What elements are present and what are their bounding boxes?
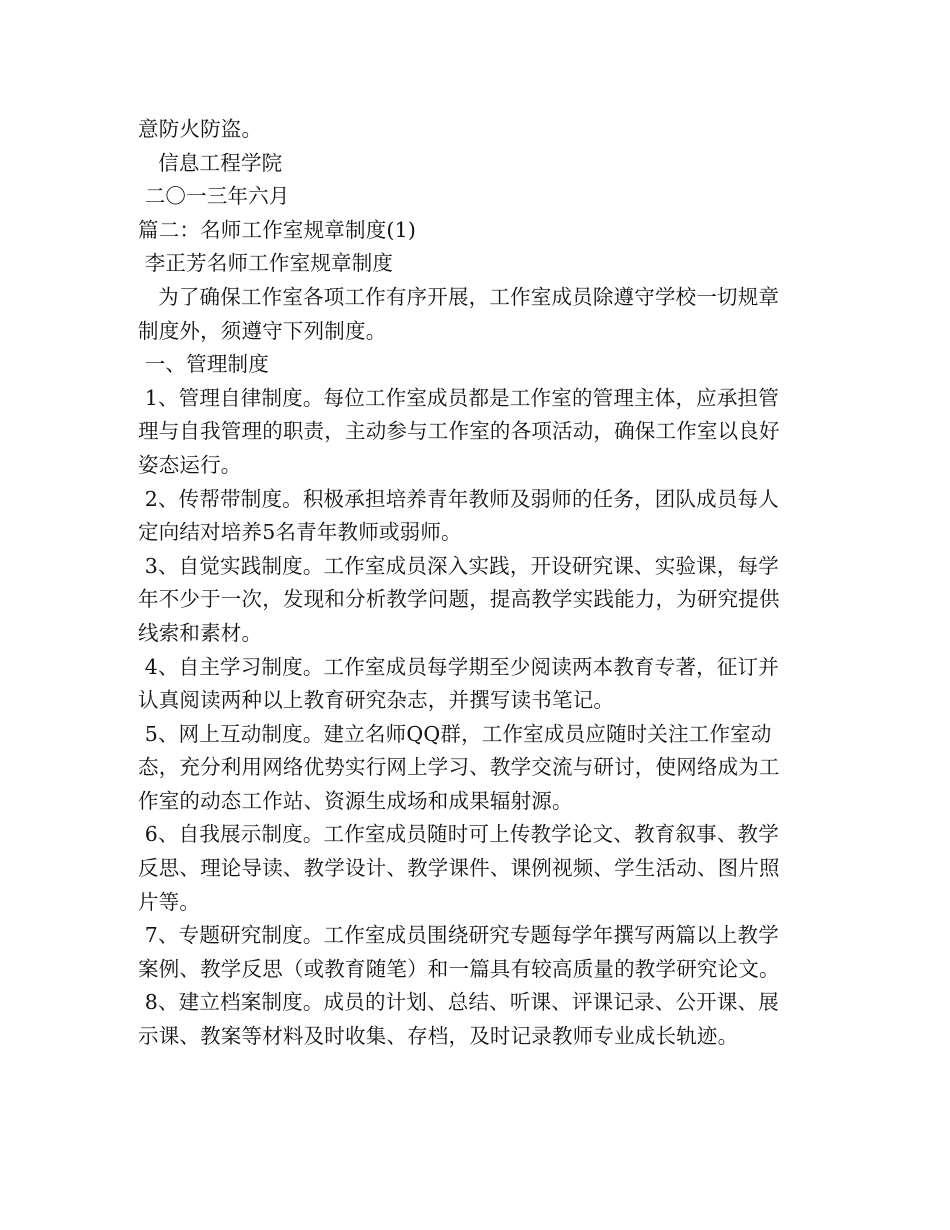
text-line: 制度外，须遵守下列制度。 — [138, 318, 387, 343]
text-line: 8、建立档案制度。成员的计划、总结、听课、评课记录、公开课、展 — [138, 990, 779, 1015]
text-line: 4、自主学习制度。工作室成员每学期至少阅读两本教育专著，征订并 — [138, 654, 779, 679]
text-line: 7、专题研究制度。工作室成员围绕研究专题每学年撰写两篇以上教学 — [138, 923, 779, 948]
document-title: 李正芳名师工作室规章制度 — [138, 251, 394, 276]
text-line: 姿态运行。 — [138, 452, 242, 477]
text-line: 态，充分利用网络优势实行网上学习、教学交流与研讨，使网络成为工 — [138, 755, 780, 780]
signature-organization: 信息工程学院 — [138, 150, 283, 175]
text-line: 年不少于一次，发现和分析教学问题，提高教学实践能力，为研究提供 — [138, 587, 780, 612]
text-line: 5、网上互动制度。建立名师QQ群，工作室成员应随时关注工作室动 — [138, 721, 772, 746]
text-line: 认真阅读两种以上教育研究杂志，并撰写读书笔记。 — [138, 688, 615, 713]
text-line: 片等。 — [138, 889, 201, 914]
text-line: 意防火防盗。 — [138, 117, 263, 141]
text-line: 定向结对培养5名青年教师或弱师。 — [138, 520, 462, 545]
text-line: 2、传帮带制度。积极承担培养青年教师及弱师的任务，团队成员每人 — [138, 486, 779, 511]
text-line: 线索和素材。 — [138, 620, 263, 645]
text-line: 为了确保工作室各项工作有序开展，工作室成员除遵守学校一切规章 — [138, 284, 780, 309]
document-body — [138, 113, 818, 1054]
subsection-heading: 一、管理制度 — [138, 352, 269, 377]
text-line: 案例、教学反思（或教育随笔）和一篇具有较高质量的教学研究论文。 — [138, 956, 780, 981]
text-line: 6、自我展示制度。工作室成员随时可上传教学论文、教育叙事、教学 — [138, 822, 779, 847]
text-line: 示课、教案等材料及时收集、存档，及时记录教师专业成长轨迹。 — [138, 1024, 739, 1049]
text-line: 反思、理论导读、教学设计、教学课件、课例视频、学生活动、图片照 — [138, 856, 780, 881]
text-line: 1、管理自律制度。每位工作室成员都是工作室的管理主体，应承担管 — [138, 385, 779, 410]
text-line: 作室的动态工作站、资源生成场和成果辐射源。 — [138, 788, 573, 813]
text-line: 理与自我管理的职责，主动参与工作室的各项活动，确保工作室以良好 — [138, 419, 780, 444]
section-heading: 篇二：名师工作室规章制度(1) — [138, 217, 417, 242]
text-line: 3、自觉实践制度。工作室成员深入实践，开设研究课、实验课，每学 — [138, 553, 779, 578]
signature-date: 二〇一三年六月 — [138, 184, 290, 209]
